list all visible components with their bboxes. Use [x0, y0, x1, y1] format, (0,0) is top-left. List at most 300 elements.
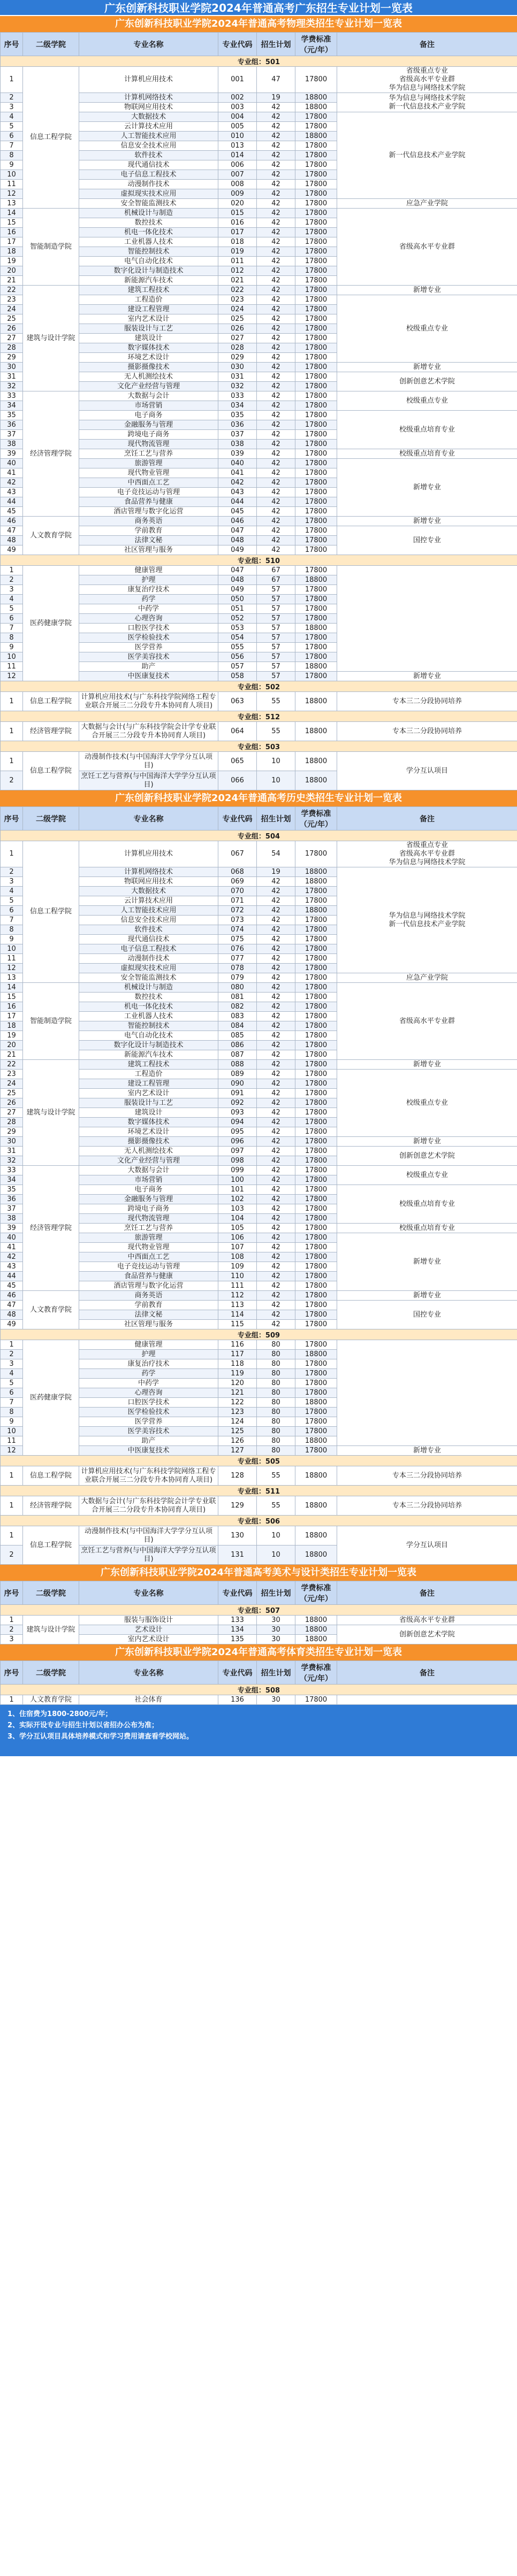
cell-quota: 19 [257, 93, 295, 103]
cell-code: 111 [218, 1281, 257, 1291]
cell-quota: 42 [257, 1214, 295, 1224]
cell-code: 025 [218, 314, 257, 324]
column-header: 学费标准（元/年） [295, 33, 337, 56]
cell-index: 6 [1, 1388, 23, 1398]
cell-quota: 42 [257, 1301, 295, 1310]
cell-quota: 42 [257, 132, 295, 141]
cell-index: 11 [1, 180, 23, 189]
cell-quota: 42 [257, 1089, 295, 1098]
cell-index: 1 [1, 1695, 23, 1705]
cell-major: 建设工程管理 [79, 305, 218, 314]
cell-index: 29 [1, 1127, 23, 1137]
cell-quota: 42 [257, 1224, 295, 1233]
column-header: 招生计划 [257, 807, 295, 831]
table-row [1, 1496, 517, 1516]
cell-quota: 67 [257, 566, 295, 575]
cell-code: 089 [218, 1070, 257, 1079]
cell-index: 1 [1, 566, 23, 575]
cell-code: 049 [218, 585, 257, 595]
cell-major: 医学检验技术 [79, 633, 218, 643]
cell-quota: 30 [257, 1635, 295, 1644]
cell-code: 116 [218, 1340, 257, 1350]
cell-index: 24 [1, 1079, 23, 1089]
cell-major: 数字媒体技术 [79, 343, 218, 353]
cell-index: 30 [1, 363, 23, 372]
cell-quota: 42 [257, 209, 295, 218]
cell-quota: 42 [257, 964, 295, 973]
cell-fee: 17800 [295, 218, 337, 228]
cell-fee: 18800 [295, 662, 337, 672]
cell-fee: 17800 [295, 1446, 337, 1456]
cell-index: 33 [1, 1166, 23, 1175]
cell-major: 烹饪工艺与营养(与中国海洋大学学分互认项目) [79, 1545, 218, 1565]
section-title: 广东创新科技职业学院2024年普通高考历史类招生专业计划一览表 [0, 790, 517, 806]
cell-index: 31 [1, 372, 23, 382]
cell-major: 健康管理 [79, 1340, 218, 1350]
cell-fee: 17800 [295, 633, 337, 643]
cell-major: 烹饪工艺与营养 [79, 449, 218, 459]
column-header: 二级学院 [23, 1661, 79, 1685]
cell-major: 机械设计与制造 [79, 209, 218, 218]
cell-remark: 校级重点培育专业 [337, 1185, 517, 1224]
cell-quota: 57 [257, 614, 295, 624]
cell-quota: 42 [257, 372, 295, 382]
cell-quota: 42 [257, 1070, 295, 1079]
cell-fee: 17800 [295, 160, 337, 170]
cell-index: 21 [1, 1050, 23, 1060]
cell-major: 信息安全技术应用 [79, 141, 218, 151]
cell-index: 11 [1, 1436, 23, 1446]
cell-fee: 17800 [295, 266, 337, 276]
cell-major: 学前教育 [79, 526, 218, 536]
cell-quota: 42 [257, 141, 295, 151]
cell-college: 信息工程学院 [23, 1466, 79, 1486]
cell-major: 电子竞技运动与管理 [79, 488, 218, 497]
cell-index: 8 [1, 1408, 23, 1417]
cell-remark: 校级重点培育专业 [337, 411, 517, 449]
cell-index: 2 [1, 1350, 23, 1359]
cell-college: 信息工程学院 [23, 67, 79, 209]
group-label: 专业组：504 [1, 831, 517, 841]
cell-quota: 42 [257, 1166, 295, 1175]
cell-index: 37 [1, 1204, 23, 1214]
cell-college: 智能制造学院 [23, 983, 79, 1060]
cell-major: 食品营养与健康 [79, 1272, 218, 1281]
cell-major: 计算机应用技术 [79, 841, 218, 867]
column-header: 二级学院 [23, 33, 79, 56]
cell-quota: 30 [257, 1616, 295, 1625]
cell-index: 22 [1, 286, 23, 295]
cell-quota: 19 [257, 867, 295, 877]
cell-index: 1 [1, 1466, 23, 1486]
cell-fee: 17800 [295, 247, 337, 257]
cell-index: 1 [1, 722, 23, 741]
cell-code: 100 [218, 1175, 257, 1185]
table-row [1, 286, 517, 295]
cell-quota: 42 [257, 1175, 295, 1185]
table-row [1, 1695, 517, 1705]
cell-index: 36 [1, 420, 23, 430]
cell-code: 087 [218, 1050, 257, 1060]
cell-remark: 校级重点专业 [337, 1070, 517, 1137]
cell-code: 001 [218, 67, 257, 93]
cell-major: 医学美容技术 [79, 652, 218, 662]
cell-quota: 42 [257, 1272, 295, 1281]
cell-index: 1 [1, 1616, 23, 1625]
cell-major: 金融服务与管理 [79, 1195, 218, 1204]
cell-major: 动漫制作技术(与中国海洋大学学分互认项目) [79, 752, 218, 771]
cell-index: 2 [1, 1625, 23, 1635]
cell-fee: 17800 [295, 449, 337, 459]
cell-quota: 42 [257, 536, 295, 545]
cell-major: 物联网应用技术 [79, 877, 218, 887]
cell-fee: 17800 [295, 672, 337, 681]
cell-quota: 30 [257, 1625, 295, 1635]
cell-major: 大数据技术 [79, 887, 218, 896]
cell-index: 48 [1, 1310, 23, 1320]
cell-fee: 17800 [295, 363, 337, 372]
group-row [1, 831, 517, 841]
cell-index: 9 [1, 935, 23, 944]
cell-fee: 17800 [295, 324, 337, 334]
cell-quota: 42 [257, 1233, 295, 1243]
cell-quota: 42 [257, 286, 295, 295]
cell-fee: 17800 [295, 595, 337, 604]
cell-code: 011 [218, 257, 257, 266]
cell-index: 1 [1, 752, 23, 771]
column-header: 招生计划 [257, 33, 295, 56]
cell-remark: 华为信息与网络技术学院 新一代信息技术产业学院 [337, 867, 517, 973]
group-label: 专业组：503 [1, 741, 517, 752]
cell-index: 49 [1, 1320, 23, 1329]
cell-fee: 17800 [295, 614, 337, 624]
cell-index: 19 [1, 257, 23, 266]
cell-college: 人文教育学院 [23, 1291, 79, 1329]
cell-index: 40 [1, 459, 23, 468]
cell-fee: 17800 [295, 964, 337, 973]
group-label: 专业组：508 [1, 1685, 517, 1695]
cell-quota: 42 [257, 459, 295, 468]
cell-index: 8 [1, 151, 23, 160]
cell-fee: 17800 [295, 1233, 337, 1243]
cell-code: 003 [218, 103, 257, 112]
cell-quota: 42 [257, 103, 295, 112]
cell-fee: 17800 [295, 1089, 337, 1098]
cell-major: 计算机网络技术 [79, 867, 218, 877]
cell-index: 15 [1, 218, 23, 228]
cell-remark: 国控专业 [337, 1301, 517, 1329]
cell-major: 助产 [79, 1436, 218, 1446]
cell-quota: 57 [257, 633, 295, 643]
group-row [1, 555, 517, 566]
group-row [1, 1456, 517, 1466]
cell-quota: 80 [257, 1359, 295, 1369]
cell-quota: 42 [257, 896, 295, 906]
cell-major: 室内艺术设计 [79, 1089, 218, 1098]
cell-remark: 专本三二分段协同培养 [337, 1466, 517, 1486]
cell-major: 计算机应用技术 [79, 67, 218, 93]
cell-major: 云计算技术应用 [79, 896, 218, 906]
cell-index: 12 [1, 964, 23, 973]
cell-code: 051 [218, 604, 257, 614]
cell-code: 077 [218, 954, 257, 964]
cell-major: 金融服务与管理 [79, 420, 218, 430]
table-row [1, 517, 517, 526]
cell-index: 44 [1, 497, 23, 507]
cell-quota: 42 [257, 420, 295, 430]
cell-index: 29 [1, 353, 23, 363]
cell-fee: 18800 [295, 1398, 337, 1408]
cell-code: 033 [218, 391, 257, 401]
cell-index: 12 [1, 1446, 23, 1456]
cell-remark: 创新创意艺术学院 [337, 1147, 517, 1166]
cell-quota: 54 [257, 841, 295, 867]
cell-quota: 42 [257, 906, 295, 916]
cell-remark: 专本三二分段协同培养 [337, 722, 517, 741]
cell-major: 服装设计与工艺 [79, 1098, 218, 1108]
cell-index: 7 [1, 624, 23, 633]
cell-college: 智能制造学院 [23, 209, 79, 286]
cell-fee: 18800 [295, 132, 337, 141]
cell-index: 42 [1, 478, 23, 488]
cell-fee: 17800 [295, 1272, 337, 1281]
cell-quota: 42 [257, 1243, 295, 1252]
cell-fee: 17800 [295, 199, 337, 209]
cell-major: 室内艺术设计 [79, 1635, 218, 1644]
cell-college: 建筑与设计学院 [23, 1060, 79, 1166]
cell-major: 信息安全技术应用 [79, 916, 218, 925]
cell-index: 4 [1, 595, 23, 604]
cell-quota: 80 [257, 1446, 295, 1456]
cell-index: 14 [1, 983, 23, 993]
cell-major: 医学检验技术 [79, 1408, 218, 1417]
cell-major: 跨境电子商务 [79, 430, 218, 440]
cell-code: 119 [218, 1369, 257, 1379]
cell-code: 092 [218, 1098, 257, 1108]
cell-college: 经济管理学院 [23, 1166, 79, 1291]
cell-fee: 17800 [295, 372, 337, 382]
cell-fee: 18800 [295, 722, 337, 741]
cell-fee: 17800 [295, 430, 337, 440]
cell-quota: 42 [257, 1156, 295, 1166]
cell-code: 135 [218, 1635, 257, 1644]
notes-panel [0, 1705, 517, 1756]
column-header: 专业代码 [218, 1581, 257, 1605]
cell-code: 085 [218, 1031, 257, 1041]
cell-quota: 80 [257, 1408, 295, 1417]
cell-major: 法律文秘 [79, 1310, 218, 1320]
cell-fee: 17800 [295, 401, 337, 411]
cell-fee: 18800 [295, 877, 337, 887]
cell-quota: 42 [257, 973, 295, 983]
cell-major: 酒店管理与数字化运营 [79, 1281, 218, 1291]
cell-fee: 18800 [295, 103, 337, 112]
cell-index: 18 [1, 1021, 23, 1031]
cell-quota: 10 [257, 771, 295, 790]
cell-code: 114 [218, 1310, 257, 1320]
cell-fee: 17800 [295, 1417, 337, 1427]
cell-major: 旅游管理 [79, 459, 218, 468]
cell-index: 8 [1, 633, 23, 643]
cell-fee: 17800 [295, 314, 337, 324]
cell-fee: 17800 [295, 1340, 337, 1350]
cell-quota: 42 [257, 122, 295, 132]
cell-fee: 17800 [295, 1185, 337, 1195]
cell-major: 物联网应用技术 [79, 103, 218, 112]
section-title: 广东创新科技职业学院2024年普通高考物理类招生专业计划一览表 [0, 16, 517, 32]
cell-quota: 42 [257, 1137, 295, 1147]
cell-fee: 17800 [295, 1137, 337, 1147]
cell-quota: 42 [257, 430, 295, 440]
cell-major: 中西面点工艺 [79, 478, 218, 488]
cell-quota: 42 [257, 189, 295, 199]
cell-quota: 80 [257, 1369, 295, 1379]
cell-major: 市场营销 [79, 401, 218, 411]
cell-fee: 18800 [295, 1496, 337, 1516]
cell-major: 法律文秘 [79, 536, 218, 545]
cell-quota: 10 [257, 1545, 295, 1565]
cell-index: 1 [1, 67, 23, 93]
cell-code: 131 [218, 1545, 257, 1565]
cell-major: 现代物业管理 [79, 468, 218, 478]
cell-code: 091 [218, 1089, 257, 1098]
column-header: 专业代码 [218, 33, 257, 56]
cell-index: 26 [1, 324, 23, 334]
cell-major: 室内艺术设计 [79, 314, 218, 324]
cell-major: 跨境电子商务 [79, 1204, 218, 1214]
cell-index: 39 [1, 449, 23, 459]
cell-quota: 42 [257, 468, 295, 478]
cell-major: 助产 [79, 662, 218, 672]
cell-index: 35 [1, 1185, 23, 1195]
cell-index: 6 [1, 906, 23, 916]
cell-fee: 17800 [295, 180, 337, 189]
cell-fee: 17800 [295, 1408, 337, 1417]
cell-index: 42 [1, 1252, 23, 1262]
cell-code: 013 [218, 141, 257, 151]
cell-quota: 42 [257, 257, 295, 266]
plan-table [0, 1660, 517, 1705]
table-header [1, 1581, 517, 1605]
cell-quota: 42 [257, 170, 295, 180]
cell-major: 无人机测绘技术 [79, 372, 218, 382]
cell-major: 智能控制技术 [79, 1021, 218, 1031]
cell-quota: 42 [257, 1098, 295, 1108]
cell-quota: 55 [257, 1466, 295, 1486]
cell-index: 5 [1, 1379, 23, 1388]
cell-remark: 学分互认项目 [337, 1526, 517, 1565]
cell-quota: 42 [257, 180, 295, 189]
cell-index: 35 [1, 411, 23, 420]
cell-quota: 80 [257, 1350, 295, 1359]
cell-quota: 55 [257, 692, 295, 711]
cell-major: 摄影摄像技术 [79, 1137, 218, 1147]
cell-fee: 17800 [295, 841, 337, 867]
cell-fee: 17800 [295, 925, 337, 935]
cell-fee: 17800 [295, 1695, 337, 1705]
table-row [1, 1340, 517, 1350]
cell-major: 软件技术 [79, 925, 218, 935]
cell-major: 文化产业经营与管理 [79, 382, 218, 391]
cell-code: 080 [218, 983, 257, 993]
cell-code: 048 [218, 536, 257, 545]
column-header: 学费标准（元/年） [295, 1661, 337, 1685]
cell-code: 027 [218, 334, 257, 343]
cell-code: 058 [218, 672, 257, 681]
cell-major: 数字化设计与制造技术 [79, 1041, 218, 1050]
cell-fee: 17800 [295, 1118, 337, 1127]
cell-code: 052 [218, 614, 257, 624]
cell-college: 信息工程学院 [23, 841, 79, 983]
cell-index: 10 [1, 652, 23, 662]
cell-quota: 42 [257, 1195, 295, 1204]
cell-code: 103 [218, 1204, 257, 1214]
cell-major: 无人机测绘技术 [79, 1147, 218, 1156]
cell-quota: 57 [257, 652, 295, 662]
cell-major: 心理咨询 [79, 1388, 218, 1398]
table-row [1, 722, 517, 741]
cell-major: 动漫制作技术 [79, 954, 218, 964]
cell-remark: 国控专业 [337, 526, 517, 555]
column-header: 二级学院 [23, 1581, 79, 1605]
cell-major: 中药学 [79, 604, 218, 614]
cell-code: 120 [218, 1379, 257, 1388]
group-label: 专业组：511 [1, 1486, 517, 1496]
cell-major: 现代物流管理 [79, 1214, 218, 1224]
cell-quota: 42 [257, 925, 295, 935]
cell-fee: 18800 [295, 1635, 337, 1644]
cell-major: 数控技术 [79, 993, 218, 1002]
cell-code: 078 [218, 964, 257, 973]
cell-code: 096 [218, 1137, 257, 1147]
cell-college: 经济管理学院 [23, 391, 79, 517]
cell-code: 026 [218, 324, 257, 334]
cell-index: 21 [1, 276, 23, 286]
cell-index: 2 [1, 771, 23, 790]
cell-index: 11 [1, 662, 23, 672]
cell-index: 47 [1, 1301, 23, 1310]
cell-code: 104 [218, 1214, 257, 1224]
cell-code: 099 [218, 1166, 257, 1175]
cell-index: 22 [1, 1060, 23, 1070]
cell-remark: 专本三二分段协同培养 [337, 692, 517, 711]
cell-fee: 17800 [295, 382, 337, 391]
cell-index: 44 [1, 1272, 23, 1281]
group-label: 专业组：505 [1, 1456, 517, 1466]
cell-code: 105 [218, 1224, 257, 1233]
cell-code: 117 [218, 1350, 257, 1359]
group-row [1, 681, 517, 692]
cell-code: 071 [218, 896, 257, 906]
cell-fee: 17800 [295, 257, 337, 266]
cell-quota: 42 [257, 363, 295, 372]
cell-index: 16 [1, 228, 23, 237]
cell-index: 19 [1, 1031, 23, 1041]
cell-major: 电气自动化技术 [79, 257, 218, 266]
cell-fee: 18800 [295, 752, 337, 771]
cell-fee: 17800 [295, 1369, 337, 1379]
table-header [1, 807, 517, 831]
cell-college: 医药健康学院 [23, 566, 79, 681]
cell-code: 012 [218, 266, 257, 276]
cell-code: 048 [218, 575, 257, 585]
cell-code: 064 [218, 722, 257, 741]
cell-college: 信息工程学院 [23, 752, 79, 790]
cell-quota: 42 [257, 324, 295, 334]
cell-quota: 42 [257, 1079, 295, 1089]
cell-quota: 42 [257, 411, 295, 420]
cell-fee: 17800 [295, 141, 337, 151]
